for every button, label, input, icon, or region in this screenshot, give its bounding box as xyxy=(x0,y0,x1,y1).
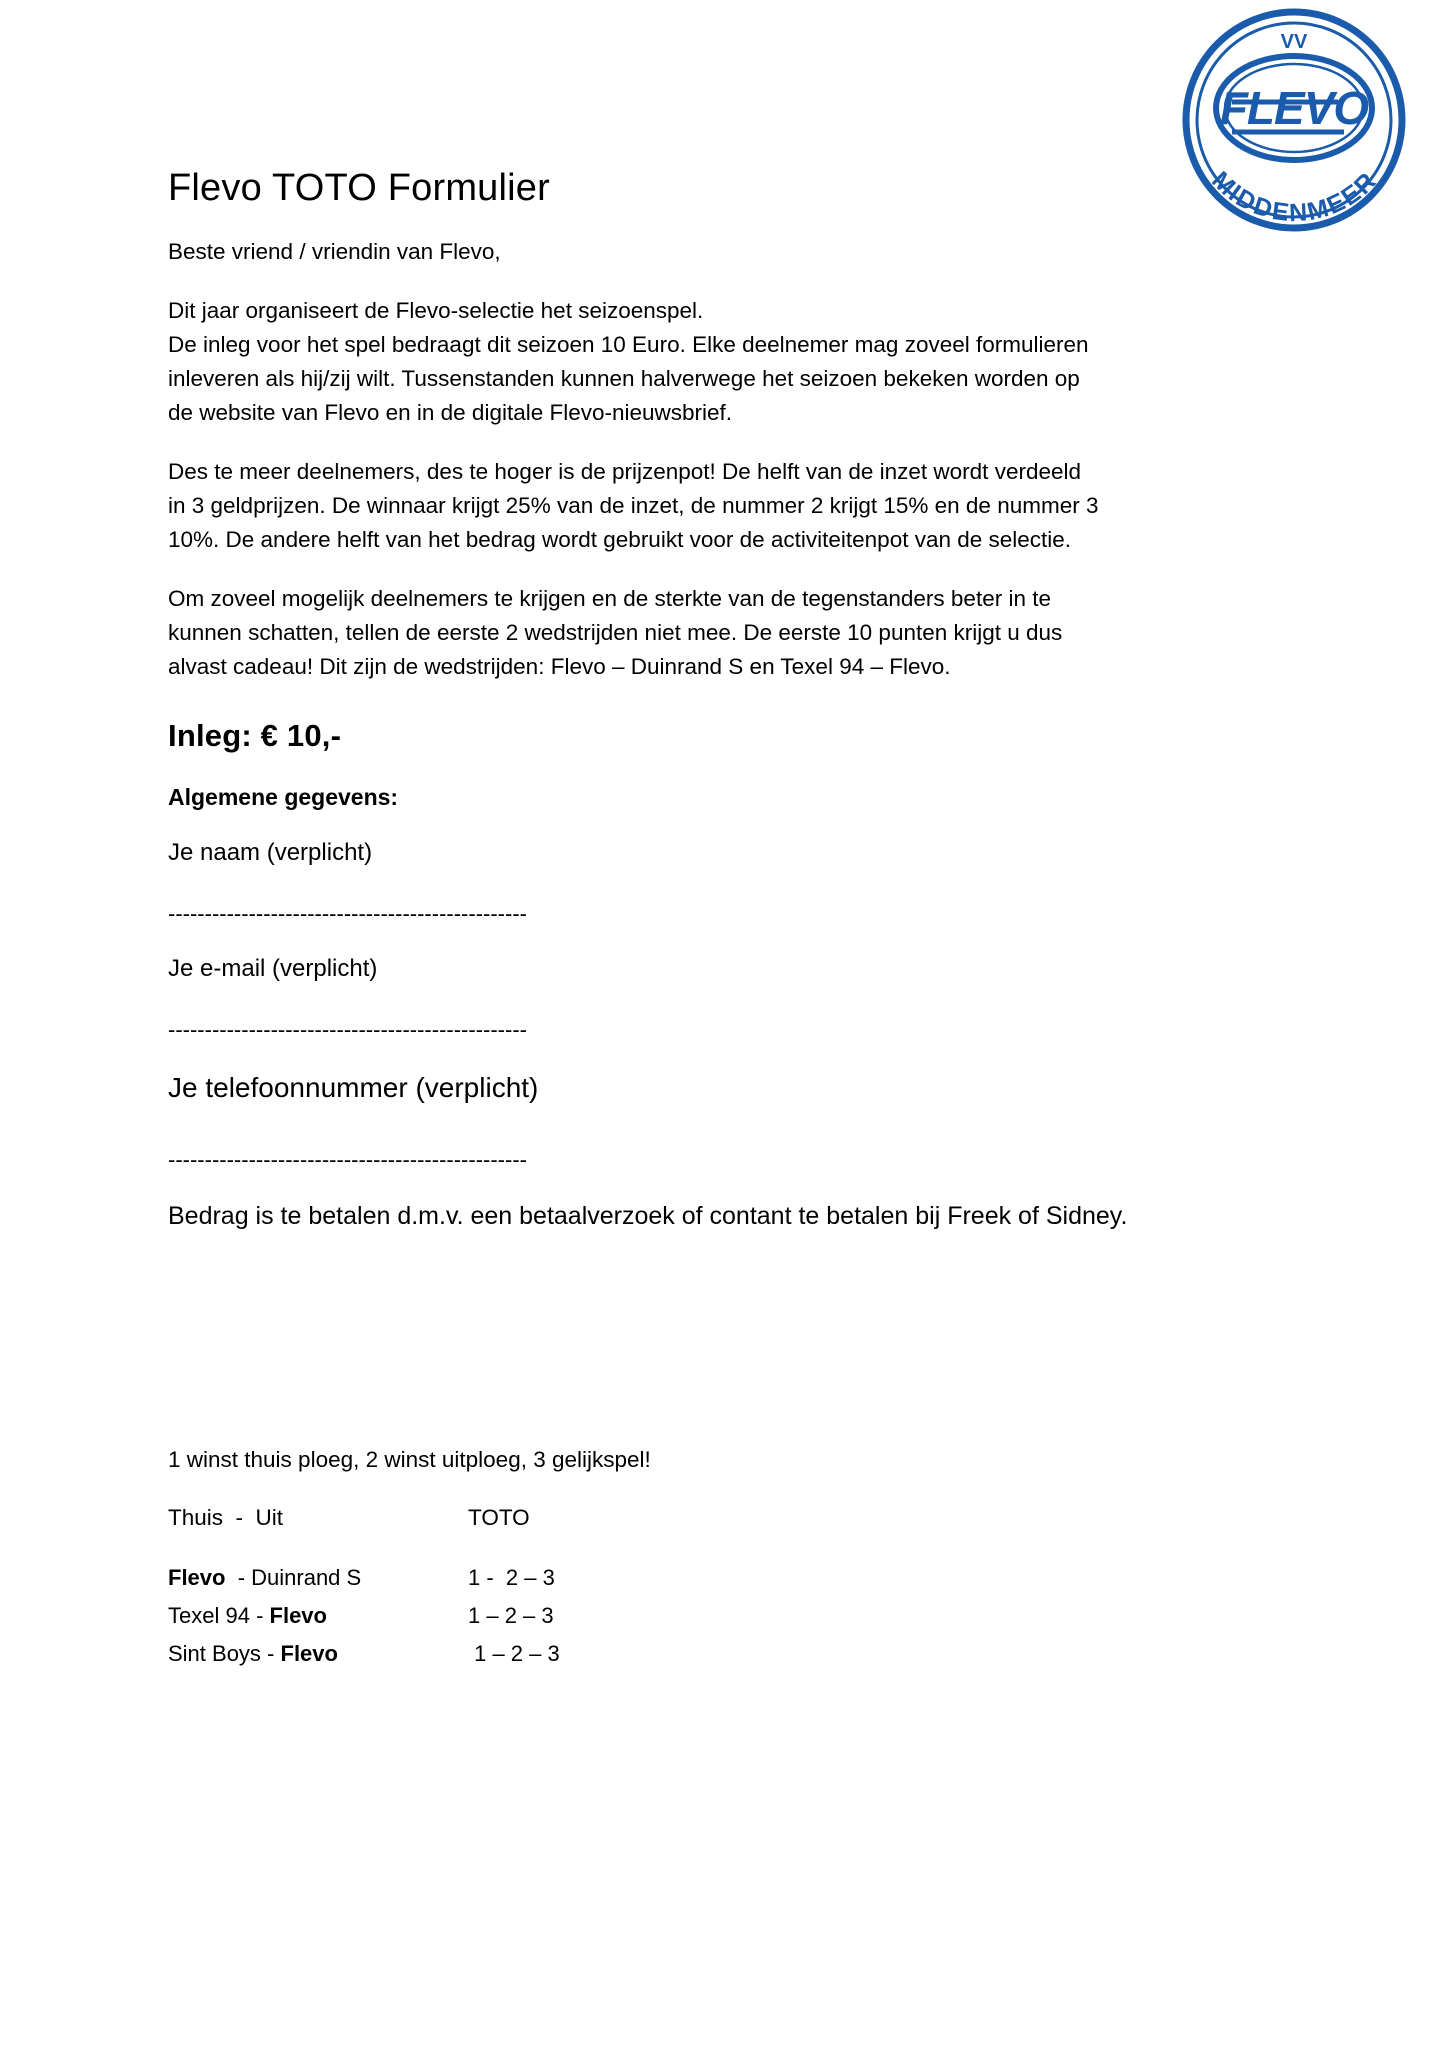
payment-note xyxy=(168,1173,1258,1233)
logo-initials: VV xyxy=(1280,31,1308,53)
vertical-spacer xyxy=(168,1233,1268,1445)
toto-options[interactable]: 1 - 2 – 3 xyxy=(468,1564,555,1590)
email-field-label: Je e-mail (verplicht) xyxy=(168,954,378,982)
paragraph-line: inleveren als hij/zij wilt. Tussenstanden kunnen halverwege het seizoen bekeken worden op xyxy=(168,365,1080,391)
table-row[interactable] xyxy=(168,1635,1268,1673)
paragraph-line: Dit jaar organiseert de Flevo-selectie het seizoenspel. xyxy=(168,297,704,323)
toto-legend: 1 winst thuis ploeg, 2 winst uitploeg, 3 gelijkspel! xyxy=(168,1446,651,1472)
match-table xyxy=(168,1475,1268,1673)
phone-input-line[interactable]: ------------------------------------------------- xyxy=(168,1146,527,1172)
general-data-heading: Algemene gegevens: xyxy=(168,783,399,810)
toto-options[interactable]: 1 – 2 – 3 xyxy=(468,1640,560,1666)
paragraph-line: De inleg voor het spel bedraagt dit seizoen 10 Euro. Elke deelnemer mag zoveel formulieren xyxy=(168,331,1089,357)
entry-fee-heading: Inleg: € 10,- xyxy=(168,717,342,753)
team-separator: - xyxy=(225,1564,252,1590)
team-separator: - xyxy=(249,1602,270,1628)
page-title: Flevo TOTO Formulier xyxy=(168,167,550,209)
column-header-match: Thuis - Uit xyxy=(168,1504,284,1530)
logo-wordmark: FLEVO xyxy=(1219,82,1369,134)
away-team: Flevo xyxy=(280,1640,338,1666)
paragraph-line: 10%. De andere helft van het bedrag wordt gebruikt voor de activiteitenpot van de selectie. xyxy=(168,526,1072,552)
payment-note-line: Bedrag is te betalen d.m.v. een betaalverzoek of contant te betalen bij Freek of xyxy=(168,1201,1039,1230)
rules-paragraph xyxy=(168,557,1260,684)
match-teams xyxy=(168,1559,468,1597)
team-separator: - xyxy=(260,1640,281,1666)
intro-paragraph xyxy=(168,269,1260,430)
match-teams xyxy=(168,1635,468,1673)
paragraph-line: Des te meer deelnemers, des te hoger is de prijzenpot! De helft van de inzet wordt verdeeld xyxy=(168,458,1081,484)
match-teams xyxy=(168,1597,468,1635)
column-header-toto: TOTO xyxy=(468,1504,530,1530)
paragraph-line: kunnen schatten, tellen de eerste 2 wedstrijden niet mee. De eerste 10 punten krijgt u dus xyxy=(168,619,1063,645)
home-team: Flevo xyxy=(168,1564,226,1590)
table-header-row xyxy=(168,1475,1268,1537)
logo-town: MIDDENMEER xyxy=(1206,166,1383,228)
phone-field-label: Je telefoonnummer (verplicht) xyxy=(168,1071,539,1103)
name-field-label: Je naam (verplicht) xyxy=(168,838,373,866)
paragraph-line: de website van Flevo en in de digitale Flevo-nieuwsbrief. xyxy=(168,399,733,425)
home-team: Sint Boys xyxy=(168,1640,261,1666)
document-body xyxy=(168,0,1268,1673)
payment-note-line: Sidney. xyxy=(1045,1201,1128,1230)
name-input-line[interactable]: ------------------------------------------------- xyxy=(168,900,527,926)
table-row[interactable] xyxy=(168,1597,1268,1635)
away-team: Duinrand S xyxy=(251,1564,362,1590)
paragraph-line: alvast cadeau! Dit zijn de wedstrijden: Flevo – Duinrand S en Texel 94 – Flevo. xyxy=(168,653,951,679)
toto-options[interactable]: 1 – 2 – 3 xyxy=(468,1602,554,1628)
prize-paragraph xyxy=(168,430,1260,557)
email-input-line[interactable]: ------------------------------------------------- xyxy=(168,1016,527,1042)
table-row[interactable] xyxy=(168,1537,1268,1597)
home-team: Texel 94 xyxy=(168,1602,250,1628)
paragraph-line: Om zoveel mogelijk deelnemers te krijgen en de sterkte van de tegenstanders beter in te xyxy=(168,585,1051,611)
away-team: Flevo xyxy=(269,1602,327,1628)
paragraph-line: in 3 geldprijzen. De winnaar krijgt 25% van de inzet, de nummer 2 krijgt 15% en de nummer 3 xyxy=(168,492,1099,518)
greeting-paragraph: Beste vriend / vriendin van Flevo, xyxy=(168,238,501,264)
